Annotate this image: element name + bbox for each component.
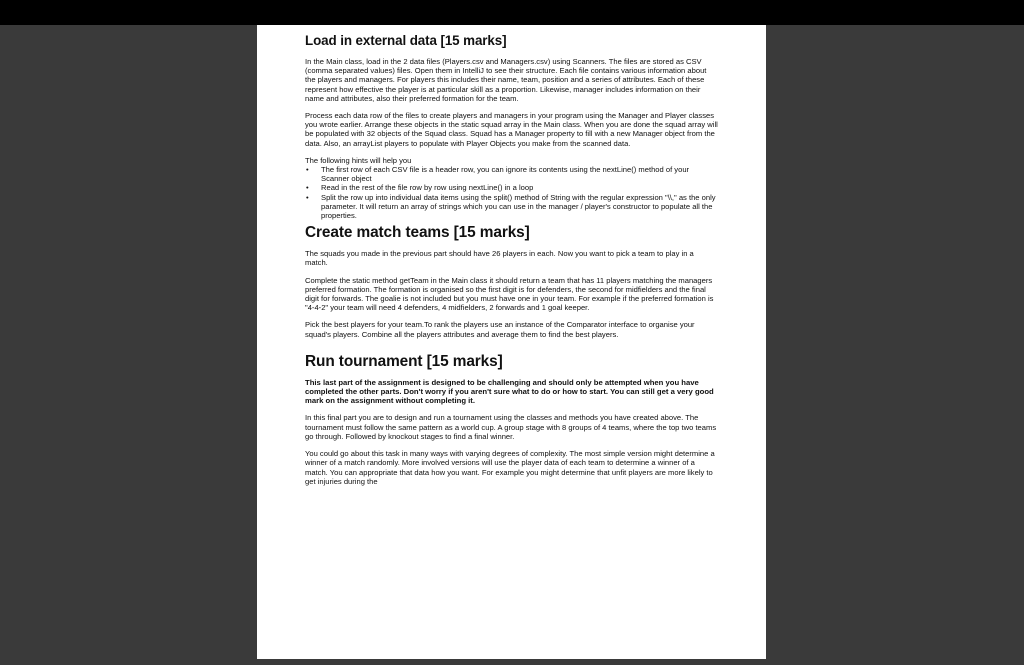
hints-list [305, 165, 718, 220]
paragraph-load-intro: In the Main class, load in the 2 data files (Players.csv and Managers.csv) using Scanners. The files are stored as CSV (comma separated values) files. Open them in IntelliJ to see their structure. Each file contains various information about the players and managers. For players this includes their name, team, position and a series of attributes. Each of these represent how effective the player is at particular skill as a proportion. Likewise, manager includes information on their name and attributes, also their preferred formation for the team. [305, 57, 707, 103]
paragraph-team-formation: Complete the static method getTeam in the Main class it should return a team that has 11 players matching the managers preferred formation. The formation is organised so the first digit is for defenders, the second for midfielders and the final digit for forwards. The goalie is not included but you must have one in your team. For example if the preferred formation is "4-4-2" your team will need 4 defenders, 4 midfielders, 2 forwards and 1 goal keeper. [305, 275, 714, 313]
window-top-bar [0, 0, 1024, 25]
hint-item-split-row: • Split the row up into individual data items using the split() method of String with the regular expression "\\," as the only parameter. It will return an array of strings which you can use in the manager / player's constructor to populate all the properties. [305, 193, 718, 221]
paragraph-team-comparator: Pick the best players for your team.To rank the players use an instance of the Comparator interface to organise your squad's players. Combine all the players attributes and average them to find the best players. [305, 320, 695, 339]
heading-run-tournament: Run tournament [15 marks] [305, 352, 503, 370]
hint-item-header-row: • The first row of each CSV file is a header row, you can ignore its contents using the nextLine() method of your Scanner object [305, 165, 718, 183]
heading-create-match-teams: Create match teams [15 marks] [305, 224, 530, 242]
section-run-tournament [305, 352, 718, 486]
paragraph-load-process: Process each data row of the files to create players and managers in your program using the Manager and Player classes you wrote earlier. Arrange these objects in the static squad array in the Main class. When you are done the squad array will be populated with 32 objects of the Squad class. Squad has a Manager property to fill with a new Manager object from the data. Also, an arrayList players to populate with Player Objects you make from the scanned data. [305, 111, 718, 148]
paragraph-hints-intro: The following hints will help you [305, 155, 412, 165]
heading-load-external-data: Load in external data [15 marks] [305, 33, 507, 48]
paragraph-run-design: In this final part you are to design and run a tournament using the classes and methods you have created above. The tournament must follow the same pattern as a world cup. A group stage with 8 groups of 4 teams, where the top two teams go through. Followed by knockout stages to find a final winner. [305, 413, 717, 441]
paragraph-team-intro: The squads you made in the previous part should have 26 players in each. Now you want to pick a team to play in a match. [305, 249, 694, 268]
document-page [257, 25, 766, 659]
paragraph-run-approaches: You could go about this task in many ways with varying degrees of complexity. The most simple version might determine a winner of a match randomly. More involved versions will use the player data of each team to determine a winner of a match. You can appropriate that data how you want. For example you might determine that unfit players are more likely to get injuries during the [305, 449, 715, 486]
section-load-external-data [305, 31, 718, 220]
hint-item-read-rows: • Read in the rest of the file row by row using nextLine() in a loop [305, 183, 718, 192]
section-create-match-teams [305, 223, 718, 339]
paragraph-run-warning: This last part of the assignment is designed to be challenging and should only be attempted when you have completed the other parts. Don't worry if you aren't sure what to do or how to start. You can still get a very good mark on the assignment without completing it. [305, 377, 714, 406]
